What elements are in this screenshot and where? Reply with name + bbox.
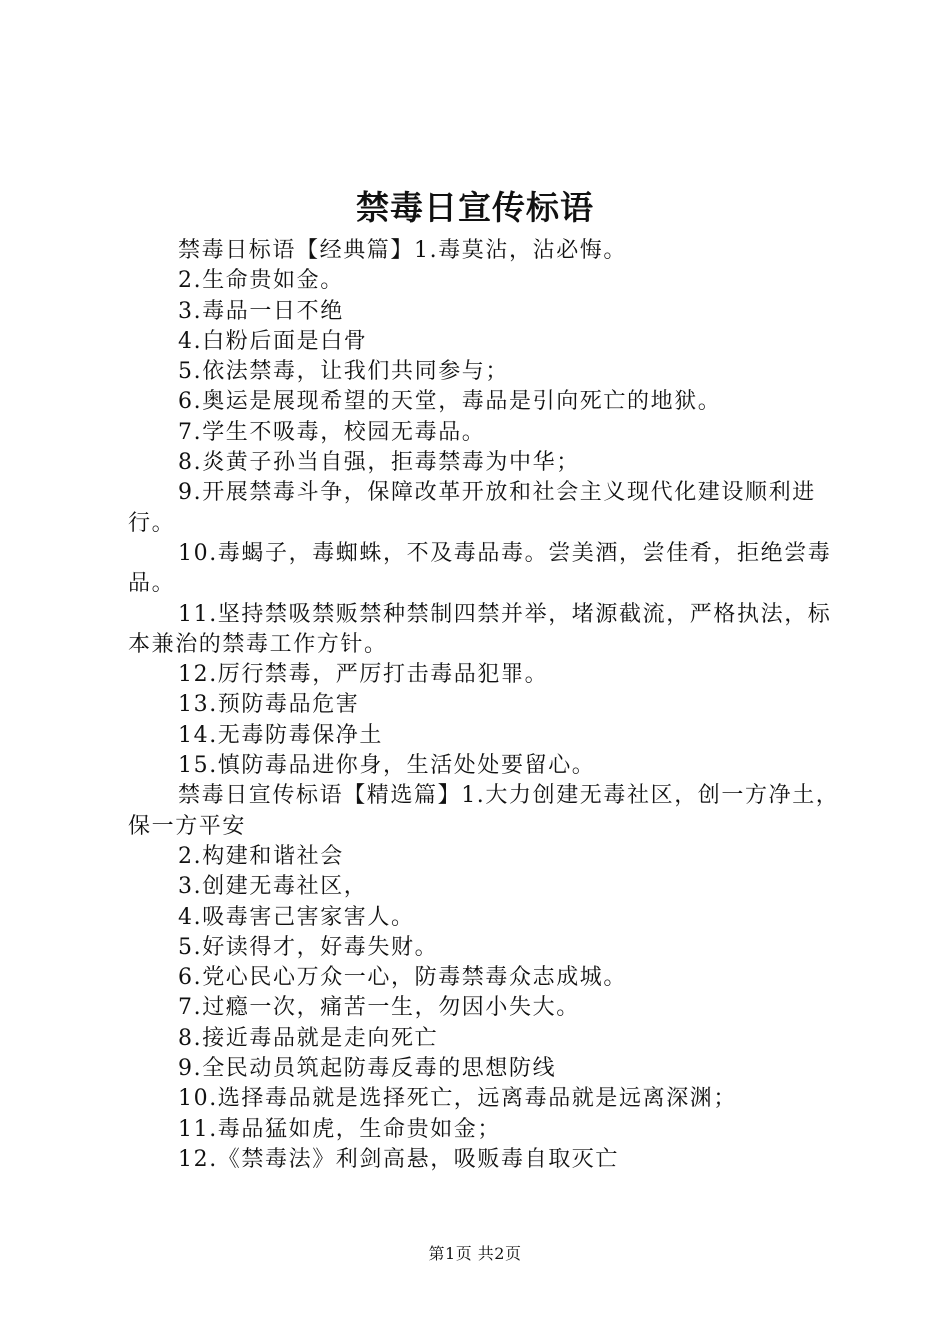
paragraph: 8.炎黄子孙当自强，拒毒禁毒为中华； <box>178 450 580 476</box>
paragraph: 9.开展禁毒斗争，保障改革开放和社会主义现代化建设顺利进行。 <box>128 480 816 536</box>
paragraph: 3.毒品一日不绝 <box>178 298 344 324</box>
paragraph: 11.坚持禁吸禁贩禁种禁制四禁并举，堵源截流，严格执法，标本兼治的禁毒工作方针。 <box>128 601 832 657</box>
paragraph: 13.预防毒品危害 <box>178 692 360 718</box>
document-title: 禁毒日宣传标语 <box>356 188 594 227</box>
paragraph: 10.选择毒品就是选择死亡，远离毒品就是远离深渊； <box>178 1086 737 1112</box>
paragraph: 6.党心民心万众一心，防毒禁毒众志成城。 <box>178 965 627 991</box>
paragraph: 禁毒日标语【经典篇】1.毒莫沾，沾必悔。 <box>178 238 627 263</box>
paragraph: 12.《禁毒法》利剑高悬，吸贩毒自取灭亡 <box>178 1146 619 1172</box>
page-footer: 第1页 共2页 <box>428 1244 522 1263</box>
paragraph: 5.好读得才，好毒失财。 <box>178 934 439 960</box>
paragraph: 15.慎防毒品进你身，生活处处要留心。 <box>178 753 596 779</box>
paragraph: 10.毒蝎子，毒蜘蛛，不及毒品毒。尝美酒，尝佳肴，拒绝尝毒品。 <box>128 540 832 597</box>
paragraph: 7.过瘾一次，痛苦一生，勿因小失大。 <box>178 995 580 1021</box>
paragraph: 11.毒品猛如虎，生命贵如金； <box>178 1116 501 1142</box>
paragraph: 9.全民动员筑起防毒反毒的思想防线 <box>178 1056 557 1082</box>
paragraph: 5.依法禁毒，让我们共同参与； <box>178 359 509 385</box>
paragraph: 2.生命贵如金。 <box>178 268 344 294</box>
paragraph: 4.吸毒害己害家害人。 <box>178 904 415 930</box>
paragraph: 2.构建和谐社会 <box>178 843 344 869</box>
paragraph: 12.厉行禁毒，严厉打击毒品犯罪。 <box>178 662 549 688</box>
paragraph: 4.白粉后面是白骨 <box>178 328 368 354</box>
paragraph: 8.接近毒品就是走向死亡 <box>178 1025 439 1051</box>
paragraph: 6.奥运是展现希望的天堂，毒品是引向死亡的地狱。 <box>178 389 722 415</box>
paragraph: 3.创建无毒社区， <box>178 874 368 900</box>
paragraph: 14.无毒防毒保净土 <box>178 722 383 748</box>
paragraph: 禁毒日宣传标语【精选篇】1.大力创建无毒社区，创一方净土，保一方平安 <box>128 783 840 839</box>
paragraph: 7.学生不吸毒，校园无毒品。 <box>178 419 486 445</box>
document-body <box>128 236 840 1175</box>
